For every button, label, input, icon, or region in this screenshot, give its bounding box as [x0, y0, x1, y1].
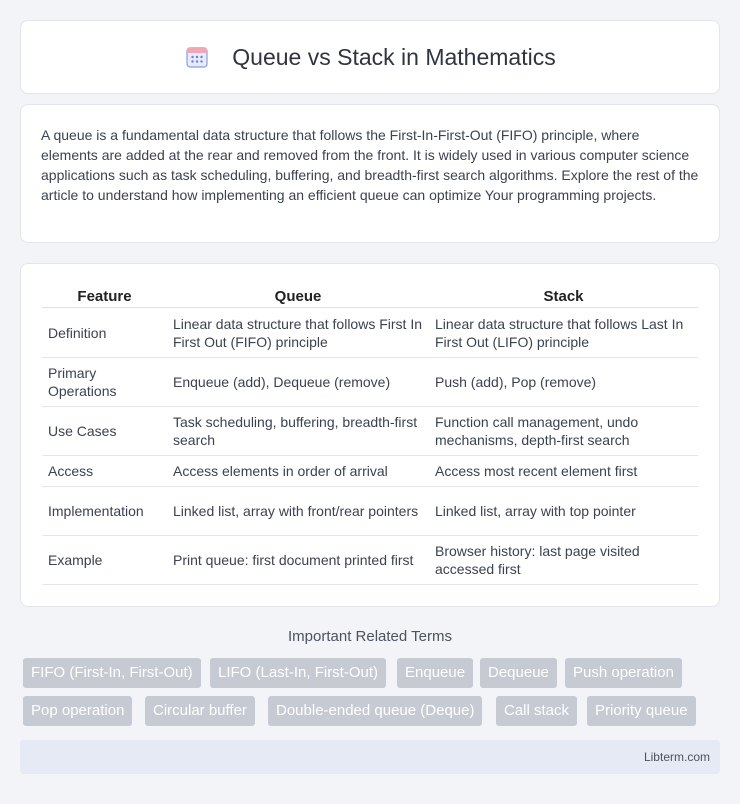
comparison-table	[42, 284, 698, 585]
tag-push-operation[interactable]: Push operation	[565, 658, 682, 688]
table-cell: Push (add), Pop (remove)	[429, 358, 698, 407]
related-terms-heading: Important Related Terms	[288, 628, 452, 645]
table-cell: Implementation	[42, 487, 167, 536]
table-header-row	[42, 284, 698, 308]
table-row	[42, 536, 698, 585]
table-cell: Linked list, array with front/rear pointers	[167, 487, 429, 536]
tag-call-stack[interactable]: Call stack	[496, 696, 577, 726]
tag-circular-buffer[interactable]: Circular buffer	[145, 696, 255, 726]
page-title: Queue vs Stack in Mathematics	[232, 43, 556, 70]
table-cell: Browser history: last page visited accessed first	[429, 536, 698, 585]
table-cell: Enqueue (add), Dequeue (remove)	[167, 358, 429, 407]
table-cell: Task scheduling, buffering, breadth-first search	[167, 407, 429, 456]
table-row	[42, 358, 698, 407]
table-cell: Access	[42, 456, 167, 487]
table-cell: Example	[42, 536, 167, 585]
tag-lifo[interactable]: LIFO (Last-In, First-Out)	[210, 658, 386, 688]
table-cell: Access elements in order of arrival	[167, 456, 429, 487]
table-row	[42, 487, 698, 536]
tag-enqueue[interactable]: Enqueue	[397, 658, 473, 688]
table-cell: Function call management, undo mechanisms, depth-first search	[429, 407, 698, 456]
column-header-queue: Queue	[167, 284, 429, 308]
table-cell: Linked list, array with top pointer	[429, 487, 698, 536]
calendar-grid-icon	[184, 44, 210, 70]
footer	[20, 740, 720, 774]
tag-dequeue[interactable]: Dequeue	[480, 658, 557, 688]
table-cell: Linear data structure that follows Last In First Out (LIFO) principle	[429, 308, 698, 358]
table-row	[42, 407, 698, 456]
intro-card	[20, 104, 720, 243]
tag-fifo[interactable]: FIFO (First-In, First-Out)	[23, 658, 201, 688]
tag-priority-queue[interactable]: Priority queue	[587, 696, 696, 726]
table-cell: Use Cases	[42, 407, 167, 456]
tag-pop-operation[interactable]: Pop operation	[23, 696, 132, 726]
table-cell: Print queue: first document printed first	[167, 536, 429, 585]
tag-deque[interactable]: Double-ended queue (Deque)	[268, 696, 482, 726]
intro-text: A queue is a fundamental data structure that follows the First-In-First-Out (FIFO) principle, where elements are added at the rear and removed from the front. It is widely used in various computer science applications such as task scheduling, buffering, and breadth-first search algorithms. Explore the rest of the article to understand how implementing an efficient queue can optimize Your programming projects.	[41, 127, 699, 203]
table-cell: Primary Operations	[42, 358, 167, 407]
column-header-feature: Feature	[42, 284, 167, 308]
table-cell: Definition	[42, 308, 167, 358]
table-cell: Access most recent element first	[429, 456, 698, 487]
table-row	[42, 308, 698, 358]
column-header-stack: Stack	[429, 284, 698, 308]
table-cell: Linear data structure that follows First In First Out (FIFO) principle	[167, 308, 429, 358]
footer-site-link[interactable]: Libterm.com	[643, 750, 710, 764]
table-row	[42, 456, 698, 487]
header-card	[20, 20, 720, 94]
comparison-table-card	[20, 263, 720, 607]
